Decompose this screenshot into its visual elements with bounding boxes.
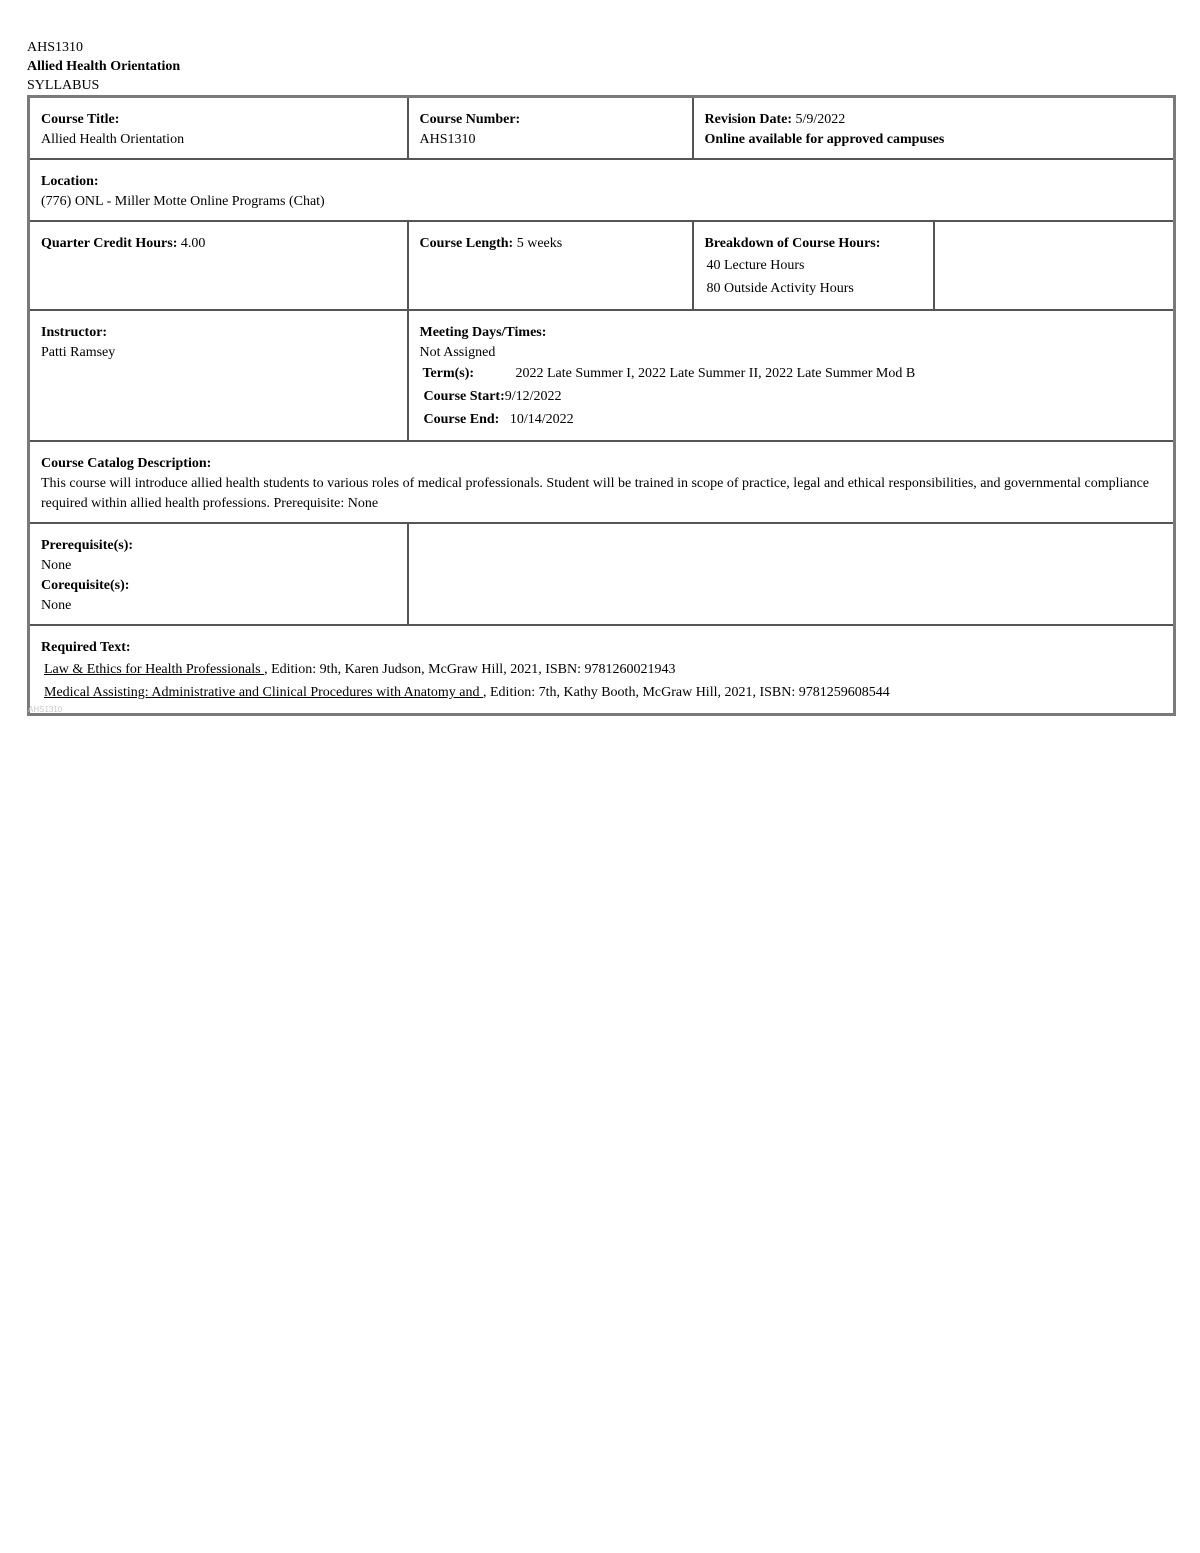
instructor-value: Patti Ramsey (41, 345, 116, 360)
course-length-cell (408, 221, 693, 310)
location-cell (29, 159, 1175, 221)
required-book-2 (41, 681, 1163, 704)
terms-row (420, 363, 1164, 385)
meeting-label: Meeting Days/Times: (419, 325, 547, 340)
course-length-value: 5 weeks (516, 236, 563, 251)
course-start-value: 9/12/2022 (504, 389, 562, 404)
header-course-name: Allied Health Orientation (27, 59, 181, 74)
header-course-code: AHS1310 (27, 40, 84, 55)
header-doc-type: SYLLABUS (27, 78, 100, 93)
breakdown-label: Breakdown of Course Hours: (704, 236, 881, 251)
course-end-label: Course End: (423, 412, 500, 427)
document-header (27, 38, 180, 95)
row-location (29, 159, 1175, 221)
row-catalog (29, 441, 1175, 523)
corequisites-value: None (41, 598, 72, 613)
prerequisites-value: None (41, 558, 72, 573)
credit-hours-label: Quarter Credit Hours: (41, 236, 178, 251)
syllabus-table (27, 95, 1176, 716)
catalog-cell (29, 441, 1175, 523)
breakdown-cell (693, 221, 934, 310)
online-availability-note: Online available for approved campuses (704, 132, 945, 147)
course-end-value: 10/14/2022 (509, 412, 574, 427)
credit-hours-cell (29, 221, 408, 310)
course-length-label: Course Length: (419, 236, 514, 251)
row-required-text (29, 625, 1175, 714)
course-start-label: Course Start: (423, 389, 505, 404)
course-number-cell (408, 97, 693, 160)
prerequisites-label: Prerequisite(s): (41, 538, 134, 553)
corequisites-label: Corequisite(s): (41, 578, 130, 593)
course-title-value: Allied Health Orientation (41, 132, 185, 147)
footer-watermark: AHS1310 (28, 705, 63, 714)
instructor-label: Instructor: (41, 325, 108, 340)
catalog-text: This course will introduce allied health students to various roles of medical professionals. Student will be trained in scope of practice, legal and ethical responsibilities, and governmental compliance required within allied health professions. Prerequisite: None (41, 476, 1150, 511)
course-end (420, 408, 1164, 431)
course-title-label: Course Title: (41, 112, 120, 127)
row-hours (29, 221, 1175, 310)
book-2-details: , Edition: 7th, Kathy Booth, McGraw Hill, 2021, ISBN: 9781259608544 (483, 685, 890, 700)
prerequisites-cell (29, 523, 408, 625)
location-label: Location: (41, 174, 99, 189)
terms-label: Term(s): (422, 366, 475, 381)
row-instructor (29, 310, 1175, 441)
book-1-details: , Edition: 9th, Karen Judson, McGraw Hill, 2021, ISBN: 9781260021943 (264, 662, 676, 677)
course-number-value: AHS1310 (419, 132, 476, 147)
row-prerequisites (29, 523, 1175, 625)
credit-hours-value: 4.00 (180, 236, 206, 251)
empty-cell (934, 221, 1175, 310)
meeting-cell (408, 310, 1175, 441)
outside-activity-hours: 80 Outside Activity Hours (706, 281, 854, 296)
course-title-cell (29, 97, 408, 160)
book-1-title: Law & Ethics for Health Professionals (44, 662, 265, 677)
course-number-label: Course Number: (419, 112, 521, 127)
required-text-label: Required Text: (41, 640, 131, 655)
required-book-1 (41, 658, 1163, 681)
revision-cell (693, 97, 1175, 160)
lecture-hours: 40 Lecture Hours (706, 258, 805, 273)
revision-value: 5/9/2022 (795, 112, 846, 127)
terms-value: 2022 Late Summer I, 2022 Late Summer II, 2022 Late Summer Mod B (515, 366, 916, 381)
meeting-value: Not Assigned (419, 345, 496, 360)
location-value: (776) ONL - Miller Motte Online Programs (Chat) (41, 194, 325, 209)
prerequisites-empty-cell (408, 523, 1175, 625)
catalog-label: Course Catalog Description: (41, 456, 212, 471)
revision-label: Revision Date: (704, 112, 792, 127)
required-text-cell (29, 625, 1175, 714)
book-2-title: Medical Assisting: Administrative and Clinical Procedures with Anatomy and (44, 685, 483, 700)
course-start (420, 385, 1164, 408)
row-course-info (29, 97, 1175, 160)
instructor-cell (29, 310, 408, 441)
